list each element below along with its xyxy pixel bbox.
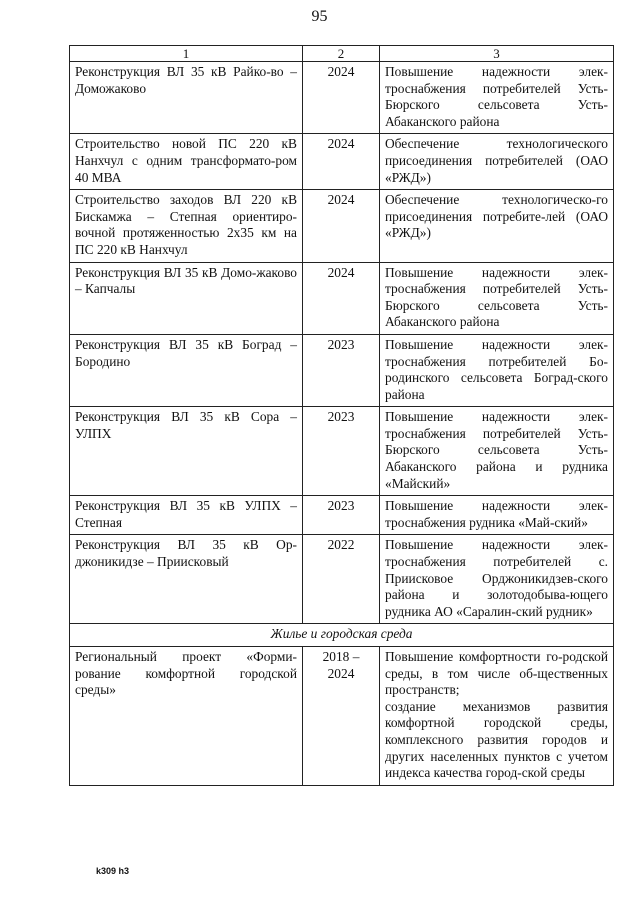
table-row [70,134,614,190]
project-description: Повышение надежности элек-троснабжения потребителей Усть-Бюрского сельсовета Усть-Абаканского района [380,262,614,334]
project-name: Региональный проект «Форми-рование комфортной городской среды» [70,647,303,786]
header-row [70,46,614,62]
project-name: Реконструкция ВЛ 35 кВ Домо-жаково – Капчалы [70,262,303,334]
project-name: Строительство заходов ВЛ 220 кВ Бискамжа – Степная ориентиро-вочной протяженностью 2х35 км на ПС 220 кВ Нанхчул [70,190,303,262]
project-year: 2024 [303,62,380,134]
project-description: Повышение надежности элек-троснабжения потребителей Усть-Бюрского сельсовета Усть-Абаканского района [380,62,614,134]
column-header-1: 1 [70,46,303,62]
table-row [70,647,614,786]
section-row [70,624,614,647]
project-description: Обеспечение технологического присоединения потребителей (ОАО «РЖД») [380,134,614,190]
project-description: Повышение надежности элек-троснабжения рудника «Май-ский» [380,496,614,535]
table-row [70,262,614,334]
column-header-3: 3 [380,46,614,62]
project-name: Строительство новой ПС 220 кВ Нанхчул с одним трансформато-ром 40 МВА [70,134,303,190]
project-description: Повышение надежности элек-троснабжения потребителей Усть-Бюрского сельсовета Усть-Абаканского района и рудника «Майский» [380,407,614,496]
section-heading: Жилье и городская среда [70,624,614,647]
description-paragraph: создание механизмов развития комфортной городской среды, комплексного развития городов и других населенных пунктов с учетом индекса качества город-ской среды [385,698,608,781]
column-header-2: 2 [303,46,380,62]
projects-table [69,45,614,786]
page-number: 95 [311,8,328,25]
description-paragraph: Повышение комфортности го-родской среды, в том числе об-щественных пространств; [385,649,608,698]
table-row [70,62,614,134]
project-year: 2023 [303,496,380,535]
project-name: Реконструкция ВЛ 35 кВ УЛПХ – Степная [70,496,303,535]
footer-code: k309 h3 [96,866,130,876]
table-row [70,190,614,262]
table-row [70,334,614,406]
project-description: Обеспечение технологическо-го присоединения потребите-лей (ОАО «РЖД») [380,190,614,262]
project-name: Реконструкция ВЛ 35 кВ Ор-джоникидзе – Приисковый [70,535,303,624]
project-name: Реконструкция ВЛ 35 кВ Райко-во – Доможаково [70,62,303,134]
project-description: Повышение надежности элек-троснабжения потребителей Бо-родинского сельсовета Боград-ского района [380,334,614,406]
table-row [70,496,614,535]
project-year: 2024 [303,134,380,190]
project-year: 2023 [303,407,380,496]
project-name: Реконструкция ВЛ 35 кВ Сора – УЛПХ [70,407,303,496]
project-description [380,647,614,786]
project-description: Повышение надежности элек-троснабжения потребителей с. Приисковое Орджоникидзев-ского района и золотодобыва-ющего рудника АО «Саралин-ский рудник» [380,535,614,624]
project-name: Реконструкция ВЛ 35 кВ Боград – Бородино [70,334,303,406]
project-year: 2023 [303,334,380,406]
project-year: 2018 – 2024 [303,647,380,786]
table-row [70,407,614,496]
project-year: 2022 [303,535,380,624]
project-year: 2024 [303,190,380,262]
table-row [70,535,614,624]
project-year: 2024 [303,262,380,334]
